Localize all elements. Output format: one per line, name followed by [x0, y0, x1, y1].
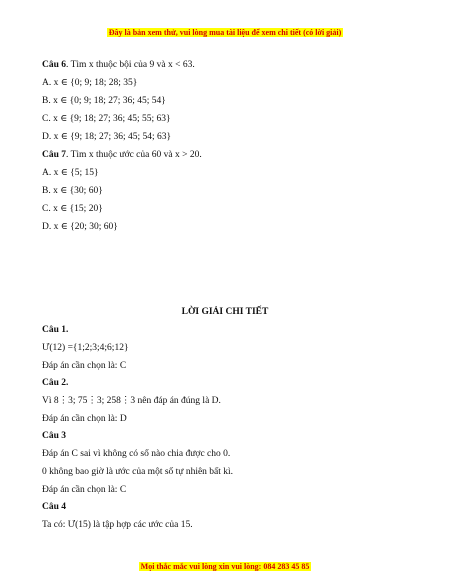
s3-label: Câu 3 [42, 431, 67, 441]
question-7-label: Câu 7 [42, 150, 67, 160]
q7-option-b: B. x ∈ {30; 60} [42, 186, 103, 196]
question-6-text: . Tìm x thuộc bội của 9 và x < 63. [66, 60, 195, 70]
question-6-label: Câu 6 [42, 60, 67, 70]
q7-option-c: C. x ∈ {15; 20} [42, 204, 103, 214]
s3-line-2: 0 không bao giờ là ước của một số tự nhiên bất kì. [42, 467, 234, 477]
s2-answer: Đáp án cần chọn là: D [42, 414, 127, 424]
contact-banner [0, 561, 450, 572]
question-7 [42, 149, 202, 161]
q6-option-d: D. x ∈ {9; 18; 27; 36; 45; 54; 63} [42, 132, 172, 142]
preview-banner-text: Đây là bản xem thử, vui lòng mua tài liệu để xem chi tiết (có lời giải) [108, 28, 342, 37]
s3-line-1: Đáp án C sai vì không có số nào chia được cho 0. [42, 449, 231, 459]
s4-line: Ta có: Ư(15) là tập hợp các ước của 15. [42, 520, 193, 530]
q6-option-a: A. x ∈ {0; 9; 18; 28; 35} [42, 78, 138, 88]
contact-banner-text: Mọi thắc mắc vui lòng xin vui lòng: 084 283 45 85 [140, 562, 310, 571]
preview-banner [0, 27, 450, 38]
s3-answer: Đáp án cần chọn là: C [42, 485, 127, 495]
q6-option-b: B. x ∈ {0; 9; 18; 27; 36; 45; 54} [42, 96, 166, 106]
s1-answer: Đáp án cần chọn là: C [42, 361, 127, 371]
q6-option-c: C. x ∈ {9; 18; 27; 36; 45; 55; 63} [42, 114, 171, 124]
s2-line: Vì 8⋮3; 75⋮3; 258⋮3 nên đáp án đúng là D. [42, 396, 221, 406]
q7-option-d: D. x ∈ {20; 30; 60} [42, 222, 118, 232]
q7-option-a: A. x ∈ {5; 15} [42, 168, 99, 178]
s1-line: Ư(12) ={1;2;3;4;6;12} [42, 343, 129, 353]
question-7-text: . Tìm x thuộc ước của 60 và x > 20. [66, 150, 202, 160]
s1-label: Câu 1. [42, 325, 69, 335]
s2-label: Câu 2. [42, 378, 69, 388]
s4-label: Câu 4 [42, 502, 67, 512]
solution-title: LỜI GIẢI CHI TIẾT [181, 307, 269, 317]
question-6 [42, 59, 195, 71]
